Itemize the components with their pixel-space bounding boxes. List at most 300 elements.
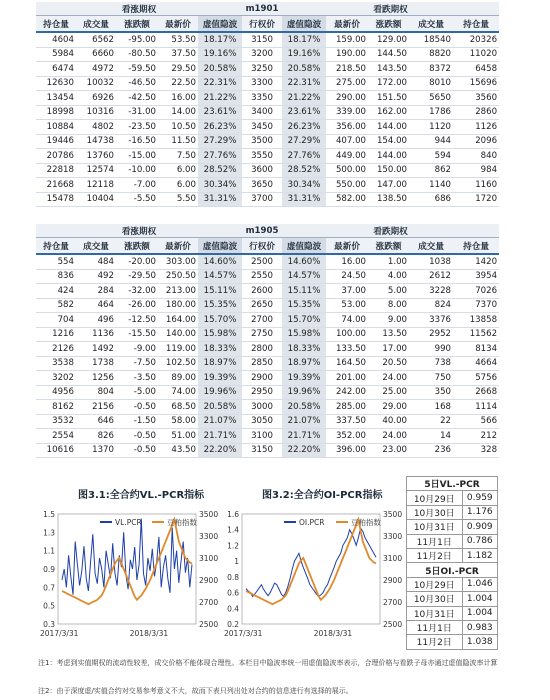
column-header: 虚值隐波: [282, 16, 326, 33]
table-cell: 13.50: [368, 327, 409, 342]
table-cell: -23.50: [116, 120, 158, 135]
table-cell: 3350: [242, 91, 282, 106]
table-cell: 20.58%: [282, 62, 326, 77]
legend-label: 豆粕指数: [351, 518, 381, 527]
table-cell: 242.00: [326, 385, 368, 400]
table-row: [36, 32, 499, 47]
legend-label: VL.PCR: [115, 518, 142, 527]
table-cell: 164.00: [158, 313, 198, 328]
table-cell: 1114: [453, 400, 499, 415]
table-cell: 328: [453, 443, 499, 458]
table-cell: 275.00: [326, 76, 368, 91]
table-cell: 19446: [36, 134, 76, 149]
table-cell: 6660: [76, 47, 116, 62]
table-cell: -0.50: [116, 400, 158, 415]
table-cell: 356.00: [326, 120, 368, 135]
table-cell: 5650: [409, 91, 453, 106]
table-row: [36, 342, 499, 357]
table-cell: 550.00: [326, 178, 368, 193]
pcr-value: 1.004: [462, 592, 497, 606]
table-cell: 2156: [76, 400, 116, 415]
table-cell: -7.50: [116, 356, 158, 371]
table-cell: 129.00: [368, 32, 409, 47]
table-cell: 7026: [453, 284, 499, 299]
table-cell: 290.00: [326, 91, 368, 106]
table-cell: 3376: [409, 313, 453, 328]
table-row: [36, 371, 499, 386]
call-header: 看涨期权: [36, 224, 242, 238]
table-cell: 140.00: [158, 327, 198, 342]
table-row: [36, 284, 499, 299]
right-tick-label: 3500: [383, 510, 403, 519]
table-cell: 1492: [76, 342, 116, 357]
column-header: 虚值隐波: [282, 238, 326, 255]
table-row: [36, 62, 499, 77]
table-cell: 18540: [409, 32, 453, 47]
table-cell: 3500: [242, 134, 282, 149]
table-cell: 21.71%: [198, 429, 242, 444]
table-cell: 2850: [242, 356, 282, 371]
table-cell: 284: [76, 284, 116, 299]
table-cell: 1720: [453, 192, 499, 207]
table-cell: 22.31%: [198, 76, 242, 91]
table-cell: 51.00: [158, 429, 198, 444]
right-tick-label: 2700: [383, 598, 403, 607]
table-row: [36, 76, 499, 91]
table-cell: 339.00: [326, 105, 368, 120]
table-cell: 12574: [76, 163, 116, 178]
table-cell: 250.50: [158, 269, 198, 284]
column-header: 最新价: [158, 16, 198, 33]
table-cell: 4802: [76, 120, 116, 135]
table-cell: 554: [36, 254, 76, 269]
table-cell: 2550: [242, 269, 282, 284]
table-cell: 3400: [242, 105, 282, 120]
table-cell: 190.00: [326, 47, 368, 62]
table-cell: 37.00: [326, 284, 368, 299]
table-cell: 10.50: [158, 120, 198, 135]
x-tick-label: 2017/3/31: [40, 629, 79, 638]
table-cell: 144.00: [368, 120, 409, 135]
table-cell: 10884: [36, 120, 76, 135]
pcr-date: 11月2日: [407, 635, 463, 649]
table-cell: 2700: [242, 313, 282, 328]
table-cell: 151.50: [368, 91, 409, 106]
table-cell: 12118: [76, 178, 116, 193]
table-cell: 21.07%: [282, 414, 326, 429]
table-cell: 484: [76, 254, 116, 269]
table-cell: -15.00: [116, 149, 158, 164]
pcr-summary-header: [407, 563, 498, 577]
table-cell: -5.50: [116, 192, 158, 207]
table-cell: -32.00: [116, 284, 158, 299]
table-cell: 464: [76, 298, 116, 313]
table-cell: 3150: [242, 32, 282, 47]
table-cell: -59.50: [116, 62, 158, 77]
table-cell: 1370: [76, 443, 116, 458]
table-cell: 824: [409, 298, 453, 313]
left-tick-label: 1.3: [43, 528, 55, 538]
column-header: 持仓量: [453, 16, 499, 33]
column-header: 持仓量: [453, 238, 499, 255]
table-cell: 13858: [453, 313, 499, 328]
table-cell: 3300: [242, 76, 282, 91]
table-body: [36, 32, 499, 207]
table-cell: 18.33%: [198, 342, 242, 357]
table-cell: 1786: [409, 105, 453, 120]
table-cell: 213.00: [158, 284, 198, 299]
table-cell: 6.00: [158, 178, 198, 193]
column-header: 成交量: [409, 238, 453, 255]
table-cell: 28.52%: [282, 163, 326, 178]
table-cell: 1140: [409, 178, 453, 193]
left-tick-label: 0.4: [227, 604, 239, 614]
pcr-date: 10月31日: [407, 606, 463, 620]
table-cell: 133.50: [326, 342, 368, 357]
left-tick-label: 0.8: [227, 572, 239, 582]
x-tick-label: 2018/3/31: [129, 629, 169, 638]
pcr-summary-row: [407, 606, 498, 620]
table-row: [36, 134, 499, 149]
table-cell: 20.58%: [198, 400, 242, 415]
right-tick-label: 2500: [199, 620, 219, 629]
table-cell: 218.50: [326, 62, 368, 77]
table-cell: -0.50: [116, 429, 158, 444]
table-cell: 17.00: [368, 342, 409, 357]
contract-label: m1905: [242, 224, 282, 238]
table-cell: 3050: [242, 414, 282, 429]
table-cell: 19.39%: [198, 371, 242, 386]
table-cell: 407.00: [326, 134, 368, 149]
table-row: [36, 149, 499, 164]
table-cell: 2612: [409, 269, 453, 284]
pcr-summary-row: [407, 491, 498, 505]
table-cell: 686: [409, 192, 453, 207]
table-cell: 24.00: [368, 371, 409, 386]
table-cell: 2900: [242, 371, 282, 386]
table-row: [36, 254, 499, 269]
right-tick-label: 2900: [383, 576, 403, 585]
table-cell: 750: [409, 371, 453, 386]
table-cell: 10616: [36, 443, 76, 458]
table-cell: 826: [76, 429, 116, 444]
table-cell: 21.71%: [282, 429, 326, 444]
table-cell: 21.22%: [282, 91, 326, 106]
table-cell: 144.00: [368, 149, 409, 164]
table-cell: 14.57%: [282, 269, 326, 284]
table-cell: 496: [76, 313, 116, 328]
pcr-date: 10月29日: [407, 577, 463, 591]
table-cell: 862: [409, 163, 453, 178]
column-header: 行权价: [242, 16, 282, 33]
table-cell: 5984: [36, 47, 76, 62]
table-cell: 138.50: [368, 192, 409, 207]
table-cell: 25.00: [368, 385, 409, 400]
table-cell: 18.17%: [282, 32, 326, 47]
table-cell: 2750: [242, 327, 282, 342]
table-cell: 27.76%: [282, 149, 326, 164]
table-cell: 22.20%: [282, 443, 326, 458]
table-cell: 27.76%: [198, 149, 242, 164]
table-cell: 3700: [242, 192, 282, 207]
table-cell: 2800: [242, 342, 282, 357]
table-cell: 13760: [76, 149, 116, 164]
left-tick-label: 0.9: [43, 565, 55, 574]
table-cell: 6.00: [158, 163, 198, 178]
table-cell: 3550: [242, 149, 282, 164]
table-cell: 23.61%: [282, 105, 326, 120]
table-cell: 10032: [76, 76, 116, 91]
table-cell: 1120: [409, 120, 453, 135]
right-tick-label: 3100: [383, 554, 403, 563]
table-row: [36, 47, 499, 62]
left-tick-label: 1.2: [227, 541, 239, 551]
left-tick-label: 0.2: [227, 620, 239, 629]
table-cell: 3560: [453, 91, 499, 106]
table-cell: 144.50: [368, 47, 409, 62]
column-header: 行权价: [242, 238, 282, 255]
table-cell: 836: [36, 269, 76, 284]
table-cell: 1038: [409, 254, 453, 269]
table-cell: 26.23%: [198, 120, 242, 135]
pcr-date: 11月1日: [407, 534, 463, 548]
table-cell: 20.58%: [198, 62, 242, 77]
table-cell: 11562: [453, 327, 499, 342]
note-1: 注1：考虑到实值期权的流动性较差，成交价格不能体现合理性。本栏目中隐波率统一用虚值隐波率表示，合理价格与看跌子母亦通过虚值隐波率计算: [38, 659, 498, 667]
column-header: 成交量: [409, 16, 453, 33]
table-body: [36, 254, 499, 458]
table-cell: 5.50: [158, 192, 198, 207]
table-cell: 58.00: [158, 414, 198, 429]
table-cell: 16.00: [326, 254, 368, 269]
table-cell: 143.50: [368, 62, 409, 77]
table-cell: 5.00: [368, 284, 409, 299]
table-cell: 102.50: [158, 356, 198, 371]
table-cell: 150.00: [368, 163, 409, 178]
table-cell: 4956: [36, 385, 76, 400]
table-cell: 2650: [242, 298, 282, 313]
table-cell: 89.00: [158, 371, 198, 386]
table-cell: 7.50: [158, 149, 198, 164]
put-header: 看跌期权: [282, 224, 499, 238]
right-tick-label: 3300: [199, 532, 219, 541]
table-cell: 27.29%: [198, 134, 242, 149]
table-cell: -0.50: [116, 443, 158, 458]
series-line-0: [62, 519, 192, 595]
left-tick-label: 1.1: [43, 546, 55, 556]
table-cell: 29.50: [158, 62, 198, 77]
table-cell: 20.58%: [282, 400, 326, 415]
table-cell: 350: [409, 385, 453, 400]
column-header: 涨跌额: [368, 16, 409, 33]
table-cell: 3450: [242, 120, 282, 135]
table-cell: 22818: [36, 163, 76, 178]
table-cell: 15.11%: [198, 284, 242, 299]
table-cell: 26.23%: [282, 120, 326, 135]
table-cell: 704: [36, 313, 76, 328]
left-tick-label: 0.3: [43, 620, 55, 629]
table-cell: 53.50: [158, 32, 198, 47]
pcr-date: 10月31日: [407, 520, 463, 534]
column-header: 最新价: [326, 16, 368, 33]
table-cell: 14.60%: [282, 254, 326, 269]
table-cell: 168: [409, 400, 453, 415]
table-cell: 236: [409, 443, 453, 458]
table-cell: -31.00: [116, 105, 158, 120]
table-cell: 20.50: [368, 356, 409, 371]
column-header: 持仓量: [36, 16, 76, 33]
table-cell: 21.07%: [198, 414, 242, 429]
table-cell: 646: [76, 414, 116, 429]
pcr-summary-table: [406, 476, 498, 650]
table-cell: 984: [453, 163, 499, 178]
column-header: 涨跌额: [368, 238, 409, 255]
table-cell: 74.00: [326, 313, 368, 328]
table-cell: 37.50: [158, 47, 198, 62]
call-header: 看涨期权: [36, 2, 242, 16]
table-cell: 500.00: [326, 163, 368, 178]
table-cell: 9.00: [368, 313, 409, 328]
table-cell: 2126: [36, 342, 76, 357]
table-cell: 23.61%: [198, 105, 242, 120]
table-row: [36, 313, 499, 328]
options-table-m1901: [36, 2, 499, 207]
table-cell: 2600: [242, 284, 282, 299]
table-cell: 3600: [242, 163, 282, 178]
table-cell: 3000: [242, 400, 282, 415]
pcr-value: 1.038: [462, 635, 497, 649]
pcr-summary-row: [407, 534, 498, 548]
table-cell: 3954: [453, 269, 499, 284]
table-cell: -3.50: [116, 371, 158, 386]
pcr-summary-title: 5日OI.-PCR: [407, 563, 498, 577]
table-cell: 1738: [76, 356, 116, 371]
table-cell: -20.00: [116, 254, 158, 269]
table-cell: 18998: [36, 105, 76, 120]
pcr-date: 10月30日: [407, 592, 463, 606]
table-cell: 19.16%: [198, 47, 242, 62]
table-cell: 147.00: [368, 178, 409, 193]
table-cell: 738: [409, 356, 453, 371]
table-cell: 18.17%: [198, 32, 242, 47]
table-cell: 7370: [453, 298, 499, 313]
table-cell: -5.00: [116, 385, 158, 400]
table-cell: 8134: [453, 342, 499, 357]
table-cell: 14.57%: [198, 269, 242, 284]
table-cell: 10404: [76, 192, 116, 207]
table-cell: 212: [453, 429, 499, 444]
table-cell: 21668: [36, 178, 76, 193]
legend-label: 豆粕指数: [167, 518, 197, 527]
right-tick-label: 2500: [383, 620, 403, 629]
oi-pcr-chart: [218, 500, 408, 650]
column-header-row: [36, 238, 499, 255]
table-cell: 14: [409, 429, 453, 444]
left-tick-label: 1.5: [43, 510, 55, 519]
table-cell: 11.50: [158, 134, 198, 149]
table-row: [36, 356, 499, 371]
table-cell: 18.97%: [198, 356, 242, 371]
table-cell: 3650: [242, 178, 282, 193]
table-cell: 3532: [36, 414, 76, 429]
table-cell: 352.00: [326, 429, 368, 444]
table-cell: 492: [76, 269, 116, 284]
table-cell: 74.00: [158, 385, 198, 400]
table-cell: 1136: [76, 327, 116, 342]
table-cell: 24.00: [368, 429, 409, 444]
left-tick-label: 1: [234, 557, 239, 567]
plot-frame: [242, 514, 380, 624]
right-tick-label: 2900: [199, 576, 219, 585]
x-tick-label: 2018/3/31: [313, 629, 353, 638]
table-cell: -26.00: [116, 298, 158, 313]
table-row: [36, 163, 499, 178]
table-cell: 1.00: [368, 254, 409, 269]
pcr-summary-row: [407, 520, 498, 534]
table-cell: 2950: [242, 385, 282, 400]
table-cell: 2860: [453, 105, 499, 120]
table-cell: 22.20%: [198, 443, 242, 458]
left-tick-label: 1.4: [227, 525, 239, 535]
table-cell: 12630: [36, 76, 76, 91]
pcr-date: 11月1日: [407, 620, 463, 634]
table-cell: 1160: [453, 178, 499, 193]
table-cell: 119.00: [158, 342, 198, 357]
table-cell: 22.31%: [282, 76, 326, 91]
table-cell: 3538: [36, 356, 76, 371]
table-row: [36, 298, 499, 313]
table-cell: 4972: [76, 62, 116, 77]
table-cell: -12.50: [116, 313, 158, 328]
table-row: [36, 443, 499, 458]
column-header: 持仓量: [36, 238, 76, 255]
table-cell: 15.70%: [282, 313, 326, 328]
table-row: [36, 327, 499, 342]
left-tick-label: 0.6: [227, 588, 239, 598]
table-cell: 4604: [36, 32, 76, 47]
table-row: [36, 429, 499, 444]
table-cell: 31.31%: [198, 192, 242, 207]
table-cell: 582: [36, 298, 76, 313]
put-header: 看跌期权: [282, 2, 499, 16]
chart-title-vl-pcr: 图3.1:全合约VL.-PCR指标: [78, 490, 205, 501]
left-tick-label: 0.5: [43, 601, 55, 611]
vl-pcr-chart: [34, 500, 224, 650]
table-cell: 1420: [453, 254, 499, 269]
table-cell: 22: [409, 414, 453, 429]
table-cell: -42.50: [116, 91, 158, 106]
table-cell: 3202: [36, 371, 76, 386]
table-cell: 2096: [453, 134, 499, 149]
table-cell: 14.60%: [198, 254, 242, 269]
column-header: 涨跌额: [116, 16, 158, 33]
table-row: [36, 269, 499, 284]
table-row: [36, 385, 499, 400]
table-cell: 3150: [242, 443, 282, 458]
chart-title-oi-pcr: 图3.2:全合约OI-PCR指标: [262, 490, 383, 501]
table-cell: -10.00: [116, 163, 158, 178]
table-cell: 29.00: [368, 400, 409, 415]
table-cell: 14.00: [158, 105, 198, 120]
table-cell: 15.98%: [282, 327, 326, 342]
pcr-date: 11月2日: [407, 548, 463, 562]
table-cell: 303.00: [158, 254, 198, 269]
table-cell: 15.98%: [198, 327, 242, 342]
table-cell: 13454: [36, 91, 76, 106]
pcr-date: 10月30日: [407, 505, 463, 519]
pcr-summary-header: [407, 477, 498, 491]
table-cell: 4664: [453, 356, 499, 371]
